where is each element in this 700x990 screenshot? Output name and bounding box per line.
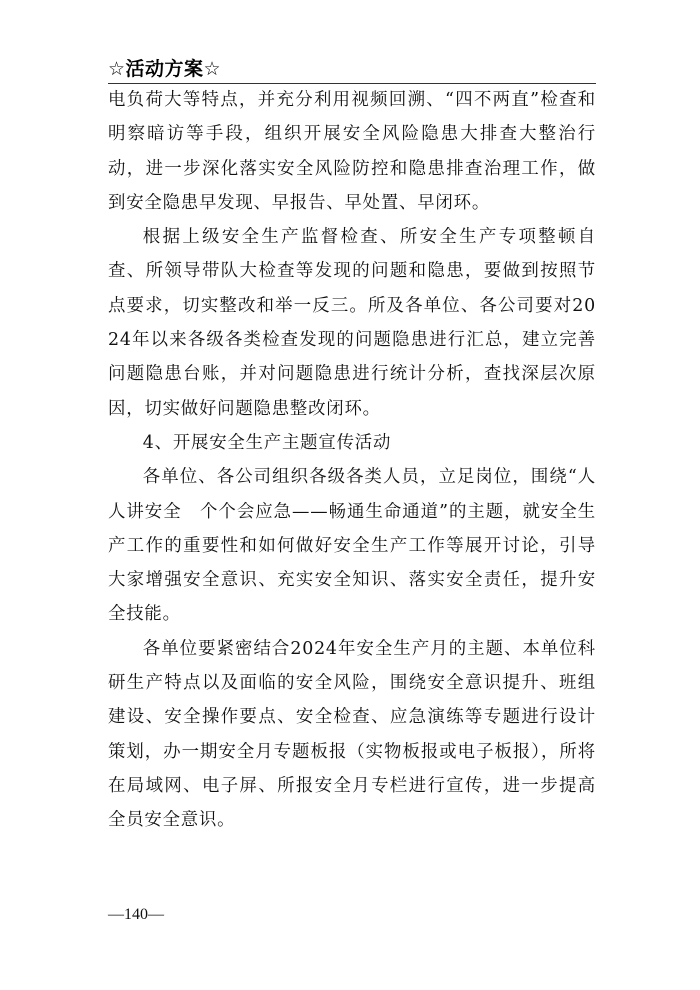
- section-heading: 4、开展安全生产主题宣传活动: [142, 432, 392, 453]
- document-body: [108, 83, 596, 838]
- page-number: —140—: [108, 906, 164, 923]
- page-header: [108, 56, 596, 84]
- paragraph-theme-discussion: 各单位、各公司组织各级各类人员，立足岗位，围绕“人人讲安全 个个会应急——畅通生命通道”的主题，就安全生产工作的重要性和如何做好安全生产工作等展开讨论，引导大家增强安全意识、充实安全知识、落实安全责任，提升安全技能。: [108, 467, 596, 625]
- paragraph-continuation: 电负荷大等特点，并充分利用视频回溯、“四不两直”检查和明察暗访等手段，组织开展安全风险隐患大排查大整治行动，进一步深化落实安全风险防控和隐患排查治理工作，做到安全隐患早发现、早报告、早处置、早闭环。: [108, 90, 596, 213]
- header-title: ☆活动方案☆: [108, 58, 222, 80]
- paragraph-safety-month: 各单位要紧密结合2024年安全生产月的主题、本单位科研生产特点以及面临的安全风险，围绕安全意识提升、班组建设、安全操作要点、安全检查、应急演练等专题进行设计策划，办一期安全月专题板报（实物板报或电子板报），所将在局域网、电子屏、所报安全月专栏进行宣传，进一步提高全员安全意识。: [108, 638, 596, 831]
- paragraph-rectification: 根据上级安全生产监督检查、所安全生产专项整顿自查、所领导带队大检查等发现的问题和隐患，要做到按照节点要求，切实整改和举一反三。所及各单位、各公司要对2024年以来各级各类检查发现的问题隐患进行汇总，建立完善问题隐患台账，并对问题隐患进行统计分析，查找深层次原因，切实做好问题隐患整改闭环。: [108, 227, 596, 419]
